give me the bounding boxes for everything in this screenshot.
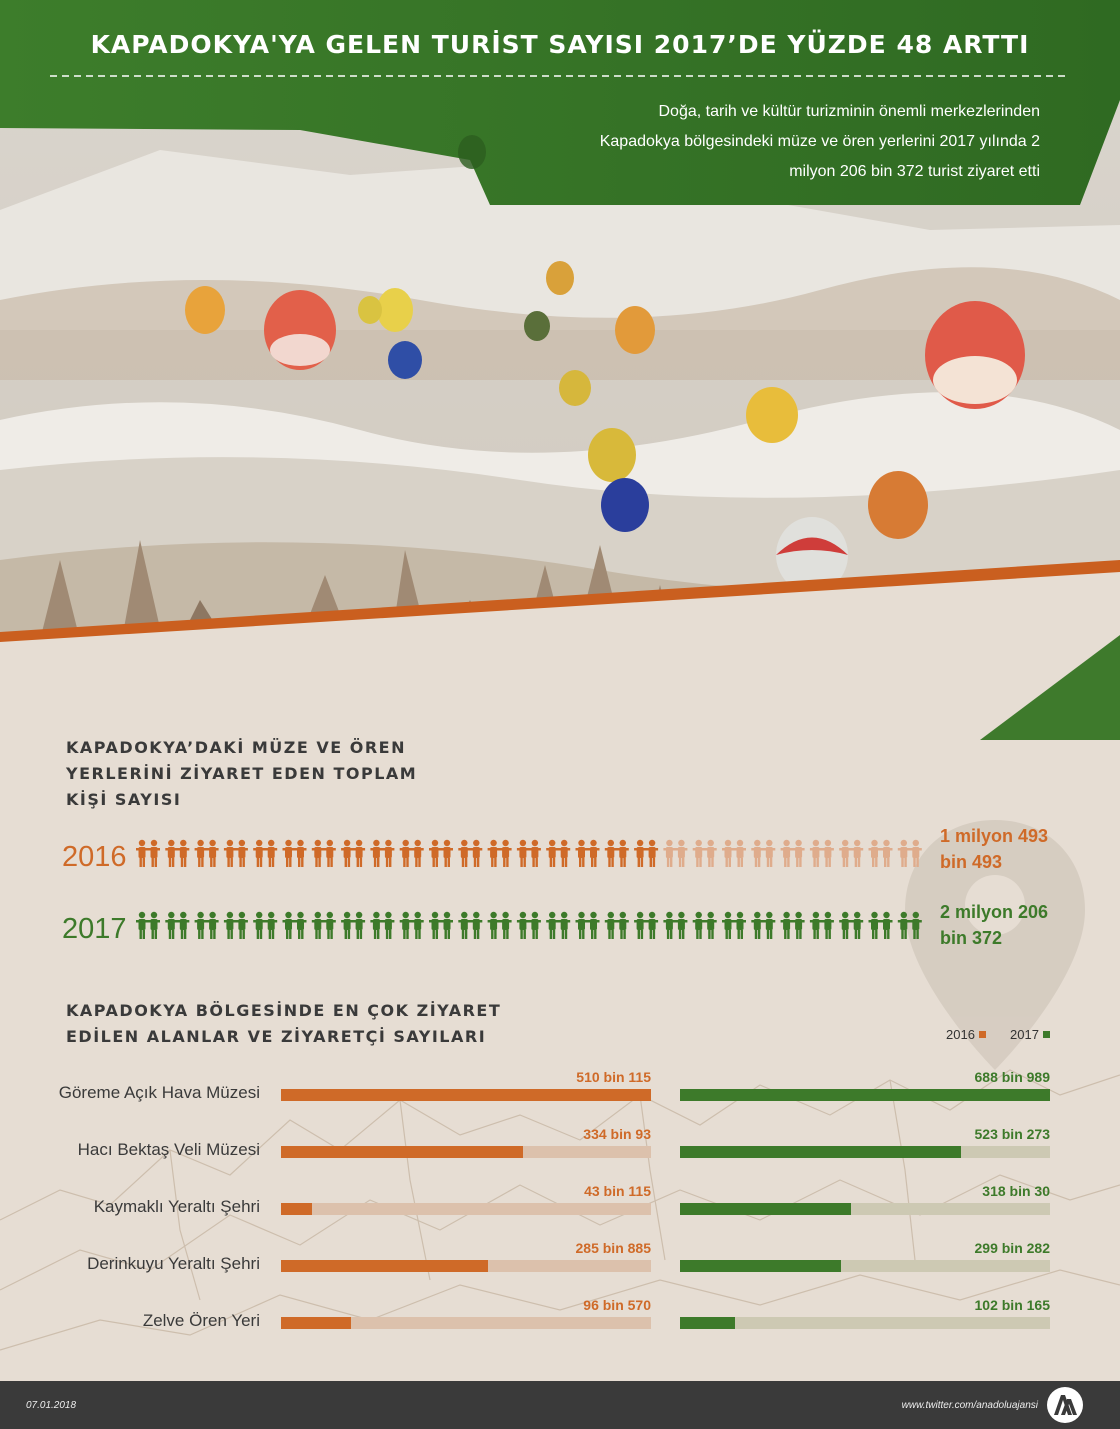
legend-2017-label: 2017: [1010, 1027, 1039, 1042]
footer-date: 07.01.2018: [26, 1400, 77, 1411]
footer: [0, 1381, 1120, 1429]
bar-2016: [281, 1260, 488, 1272]
bar-track-2016: [281, 1317, 651, 1329]
bar-2017: [680, 1203, 851, 1215]
site-label: Hacı Bektaş Veli Müzesi: [77, 1140, 260, 1159]
bar-track-2017: [680, 1203, 1050, 1215]
bar-track-2017: [680, 1146, 1050, 1158]
bar-value-2017: 523 bin 273: [974, 1126, 1050, 1142]
bar-value-2016: 334 bin 93: [583, 1126, 651, 1142]
bar-2016: [281, 1146, 523, 1158]
footer-twitter-link[interactable]: www.twitter.com/anadoluajansi: [901, 1400, 1038, 1411]
bar-track-2017: [680, 1089, 1050, 1101]
totals-title-line-1: KAPADOKYA’DAKİ MÜZE VE ÖREN: [66, 738, 406, 757]
bar-value-2016: 510 bin 115: [576, 1069, 651, 1085]
bar-2017: [680, 1317, 735, 1329]
total-2017-value-line-1: 2 milyon 206: [940, 902, 1049, 922]
bar-track-2016: [281, 1089, 651, 1101]
total-2016-value-line-2: bin 493: [940, 852, 1003, 872]
site-label: Derinkuyu Yeraltı Şehri: [87, 1254, 260, 1273]
year-2017-label: 2017: [62, 913, 127, 945]
bar-value-2016: 96 bin 570: [583, 1297, 651, 1313]
legend-2016-label: 2016: [946, 1027, 975, 1042]
total-2016-value-line-1: 1 milyon 493: [940, 826, 1049, 846]
bar-value-2017: 688 bin 989: [974, 1069, 1050, 1085]
legend-2016: [946, 1027, 986, 1042]
bar-2017: [680, 1089, 1050, 1101]
bar-value-2017: 102 bin 165: [974, 1297, 1050, 1313]
bar-2016: [281, 1317, 351, 1329]
bar-track-2017: [680, 1317, 1050, 1329]
subtitle-line-1: Doğa, tarih ve kültür turizminin önemli merkezlerinden: [658, 103, 1040, 120]
bar-track-2016: [281, 1146, 651, 1158]
totals-title-line-2: YERLERİNİ ZİYARET EDEN TOPLAM: [66, 764, 418, 783]
bar-value-2016: 43 bin 115: [584, 1183, 651, 1199]
site-label: Kaymaklı Yeraltı Şehri: [93, 1197, 260, 1216]
bar-value-2017: 299 bin 282: [974, 1240, 1050, 1256]
sites-title-line-1: KAPADOKYA BÖLGESİNDE EN ÇOK ZİYARET: [66, 1001, 502, 1020]
subtitle-line-2: Kapadokya bölgesindeki müze ve ören yerlerini 2017 yılında 2: [599, 133, 1040, 150]
bar-value-2017: 318 bin 30: [982, 1183, 1050, 1199]
site-label: Göreme Açık Hava Müzesi: [58, 1083, 260, 1102]
bar-track-2016: [281, 1203, 651, 1215]
bar-track-2017: [680, 1260, 1050, 1272]
total-2017-value-line-2: bin 372: [940, 928, 1003, 948]
bar-2017: [680, 1260, 841, 1272]
legend-2016-swatch: [979, 1031, 986, 1038]
aa-logo-icon: [1046, 1386, 1084, 1424]
main-title: KAPADOKYA'YA GELEN TURİST SAYISI 2017’DE YÜZDE 48 ARTTI: [90, 30, 1030, 59]
bar-track-2016: [281, 1260, 651, 1272]
bar-value-2016: 285 bin 885: [575, 1240, 651, 1256]
bar-2016: [281, 1089, 651, 1101]
bar-2017: [680, 1146, 961, 1158]
totals-title-line-3: KİŞİ SAYISI: [66, 790, 182, 809]
bar-2016: [281, 1203, 312, 1215]
sites-title-line-2: EDİLEN ALANLAR VE ZİYARETÇİ SAYILARI: [66, 1027, 487, 1046]
subtitle-line-3: milyon 206 bin 372 turist ziyaret etti: [789, 163, 1040, 180]
year-2016-label: 2016: [62, 841, 127, 873]
legend-2017: [1010, 1027, 1050, 1042]
site-label: Zelve Ören Yeri: [142, 1311, 260, 1330]
legend-2017-swatch: [1043, 1031, 1050, 1038]
